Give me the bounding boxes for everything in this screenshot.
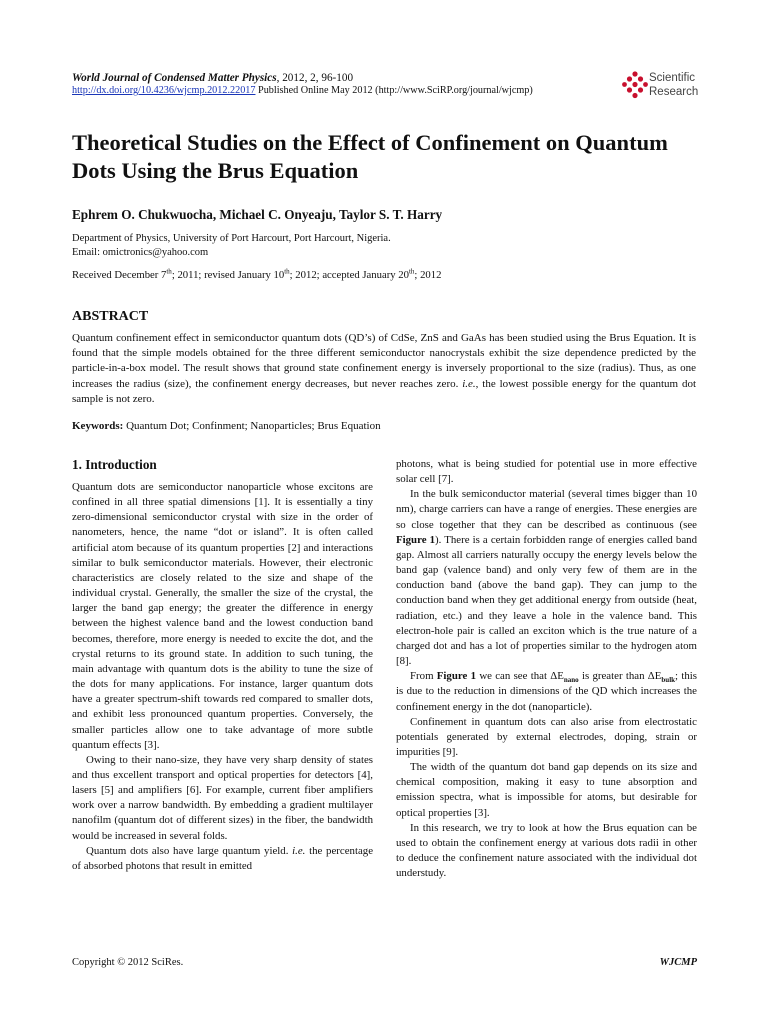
journal-citation bbox=[72, 71, 353, 85]
published-info: Published Online May 2012 (http://www.SciRP.org/journal/wjcmp) bbox=[255, 85, 533, 96]
keywords-list: Quantum Dot; Confinment; Nanoparticles; Brus Equation bbox=[123, 420, 381, 432]
journal-abbreviation-footer: WJCMP bbox=[659, 957, 697, 968]
paragraph: photons, what is being studied for potential use in more effective solar cell [7]. bbox=[396, 458, 697, 486]
publisher-logo-icon bbox=[622, 71, 648, 99]
right-column bbox=[396, 457, 697, 881]
doi-link[interactable]: http://dx.doi.org/10.4236/wjcmp.2012.22017 bbox=[72, 85, 256, 96]
doi-line bbox=[72, 84, 533, 97]
paragraph: Quantum dots also have large quantum yield. i.e. the percentage of absorbed photons that result in emitted bbox=[72, 844, 374, 872]
journal-volume: , 2012, 2, 96-100 bbox=[276, 72, 354, 84]
affiliation: Department of Physics, University of Port Harcourt, Port Harcourt, Nigeria. bbox=[72, 233, 391, 244]
received-dates: Received December 7th; 2011; revised January 10th; 2012; accepted January 20th; 2012 bbox=[72, 267, 442, 281]
paper-authors: Ephrem O. Chukwuocha, Michael C. Onyeaju, Taylor S. T. Harry bbox=[72, 207, 443, 222]
paragraph: In this research, we try to look at how the Brus equation can be used to obtain the confinement energy at various dots radii in other to deduce the confinement nature associated with the individual dot understudy. bbox=[396, 821, 697, 880]
keywords-label: Keywords: bbox=[72, 420, 124, 432]
email: Email: omictronics@yahoo.com bbox=[72, 246, 209, 258]
section-heading-introduction: 1. Introduction bbox=[72, 457, 157, 472]
abstract-heading: ABSTRACT bbox=[72, 309, 149, 324]
paragraph: In the bulk semiconductor material (several times bigger than 10 nm), charge carriers can have a range of energies. These energies are so close together that they can be described as continuous (see Figure 1). There is a certain forbidden range of energies called band gap. Almost all carriers naturally occupy the energy levels below the band gap (valence band) and only very few of them are in the conduction band (above the band gap). They can jump to the conduction band when they get additional energy from outside (heat, radiation, etc.) and they leave a hole in the valence band. This electron-hole pair is called an exciton which is the true nature of a charged dot and has a lot of properties similar to the hydrogen atom [8]. bbox=[396, 488, 697, 668]
paragraph: Quantum dots are semiconductor nanoparticle whose excitons are confined in all three spatial dimensions [1]. It is essentially a tiny zero-dimensional semiconductor crystal with size in the order of nanometers, hence, the name “dot or island”. It is often called artificial atom because of its quantum properties [2] and interactions similar to bulk semiconductor materials. However, their electronic characteristics are closely related to the size and shape of the individual crystal. Generally, the smaller the size of the crystal, the larger the band gap energy; the greater the difference in energy between the highest valence band and the lowest conduction band becomes, therefore, more energy is needed to excite the dot, and the crystal returns to its ground state. In addition to such tuning, the main advantage with quantum dots is the ability to tune the size of the dots for many applications. For instance, larger quantum dots have a greater spectrum-shift towards red compared to smaller dots, and exhibit less pronounced quantum properties. Conversely, the smaller particles allow one to take advantage of more subtle quantum effects [3]. bbox=[72, 481, 373, 751]
journal-name: World Journal of Condensed Matter Physics bbox=[72, 72, 277, 84]
abstract-text: Quantum confinement effect in semiconductor quantum dots (QD’s) of CdSe, ZnS and GaAs has been studied using the Brus Equation. It is found that the simple models obtained for the three different semiconductor nanocrystals exhibit the size dependence predicted by the particle-in-a-box model. The result shows that ground state confinement energy is inversely proportional to the size (radius). Thus, as one increases the radius (size), the confinement energy decreases, but never reaches zero. i.e., the lowest possible energy for the quantum dot sample is not zero. bbox=[72, 332, 696, 405]
paragraph: From Figure 1 we can see that $\Delta E_{nano}$ is greater than $\Delta E_{bulk}$; this is due to the reduction in dimensions of the QD which increases the confinement energy in the dot (nanoparticle). bbox=[396, 670, 697, 713]
keywords bbox=[72, 419, 381, 434]
left-column bbox=[72, 480, 373, 874]
paper-title: Theoretical Studies on the Effect of Confinement on Quantum Dots Using the Brus Equation bbox=[72, 130, 668, 183]
scientific-research-logo bbox=[622, 71, 698, 101]
logo-text: Scientific Research bbox=[649, 72, 699, 98]
figure-reference: Figure 1 bbox=[396, 533, 436, 546]
figure-reference: Figure 1 bbox=[436, 670, 477, 683]
copyright-footer: Copyright © 2012 SciRes. bbox=[72, 957, 184, 968]
paragraph: The width of the quantum dot band gap depends on its size and chemical composition, making it easy to tune absorption and emission spectra, what is impossible for atoms, but desirable for optical properties [3]. bbox=[396, 761, 697, 819]
affiliation-block bbox=[72, 232, 391, 259]
paragraph: Confinement in quantum dots can also arise from electrostatic potentials generated by external electrodes, doping, strain or impurities [9]. bbox=[396, 715, 697, 758]
paragraph: Owing to their nano-size, they have very sharp density of states and thus excellent transport and optical properties for detectors [4], lasers [5] and amplifiers [6]. For example, current fiber amplifiers work over a narrow bandwidth. By embedding a gradient multilayer nanofilm (quantum dot of different sizes) in the fiber, the bandwidth would be increased in several folds. bbox=[72, 753, 373, 842]
